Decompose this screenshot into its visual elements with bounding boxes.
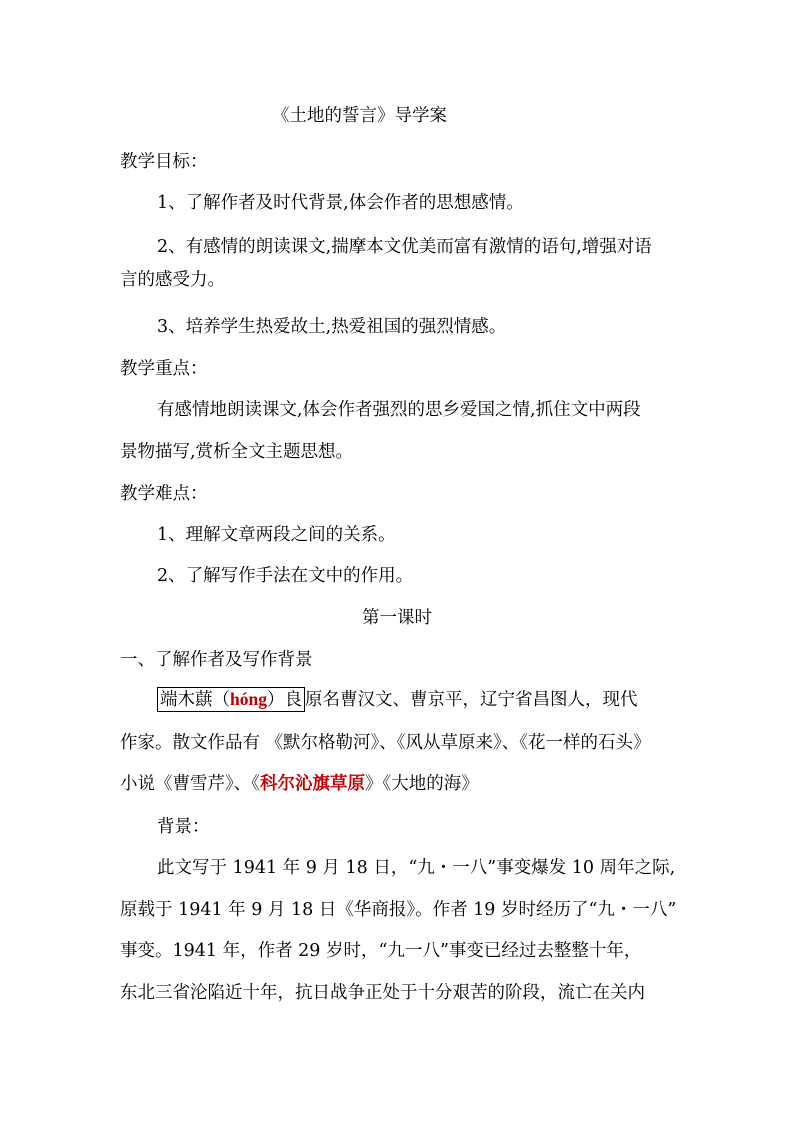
goal-item: 2、有感情的朗读课文,揣摩本文优美而富有激情的语句,增强对语 — [157, 237, 652, 257]
author-name-box — [157, 687, 305, 712]
difficulty-item: 1、理解文章两段之间的关系。 — [157, 525, 396, 545]
author-name: 端木蕻（ — [160, 690, 230, 710]
author-works: 作家。散文作品有 《默尔格勒河》、《风从草原来》、《花一样的石头》 — [120, 733, 651, 753]
works-text-end: 》《大地的海》 — [365, 774, 479, 794]
highlighted-work-title: 科尔沁旗草原 — [260, 774, 365, 794]
focus-text: 有感情地朗读课文,体会作者强烈的思乡爱国之情,抓住文中两段 — [157, 400, 641, 420]
section-heading: 一、了解作者及写作背景 — [120, 650, 313, 670]
background-text: 事变。1941 年，作者 29 岁时，“九一八”事变已经过去整整十年， — [120, 941, 642, 961]
background-text: 原载于 1941 年 9 月 18 日《华商报》。作者 19 岁时经历了“九・一八” — [120, 900, 677, 920]
works-text: 小说《曹雪芹》、《 — [120, 774, 260, 794]
doc-title: 《土地的誓言》导学案 — [272, 106, 447, 126]
lesson-title: 第一课时 — [362, 608, 432, 628]
author-pinyin: hóng — [230, 689, 267, 709]
background-text: 东北三省沦陷近十年，抗日战争正处于十分艰苦的阶段，流亡在关内 — [120, 983, 645, 1003]
goal-item-continued: 言的感受力。 — [120, 270, 225, 290]
background-text: 此文写于 1941 年 9 月 18 日，“九・一八”事变爆发 10 周年之际, — [157, 858, 676, 878]
focus-heading: 教学重点： — [120, 359, 208, 379]
goals-heading: 教学目标： — [120, 152, 208, 172]
goal-item: 3、培养学生热爱故土,热爱祖国的强烈情感。 — [157, 317, 507, 337]
difficulty-heading: 教学难点： — [120, 484, 208, 504]
author-intro-text: 原名曹汉文、曹京平，辽宁省昌图人，现代 — [304, 690, 638, 710]
focus-text: 景物描写,赏析全文主题思想。 — [120, 442, 354, 462]
author-works-continued — [120, 772, 680, 796]
author-name-end: ）良 — [266, 690, 302, 710]
author-intro — [157, 687, 717, 712]
difficulty-item: 2、了解写作手法在文中的作用。 — [157, 566, 414, 586]
background-heading: 背景： — [157, 817, 210, 837]
goal-item: 1、了解作者及时代背景,体会作者的思想感情。 — [157, 193, 524, 213]
